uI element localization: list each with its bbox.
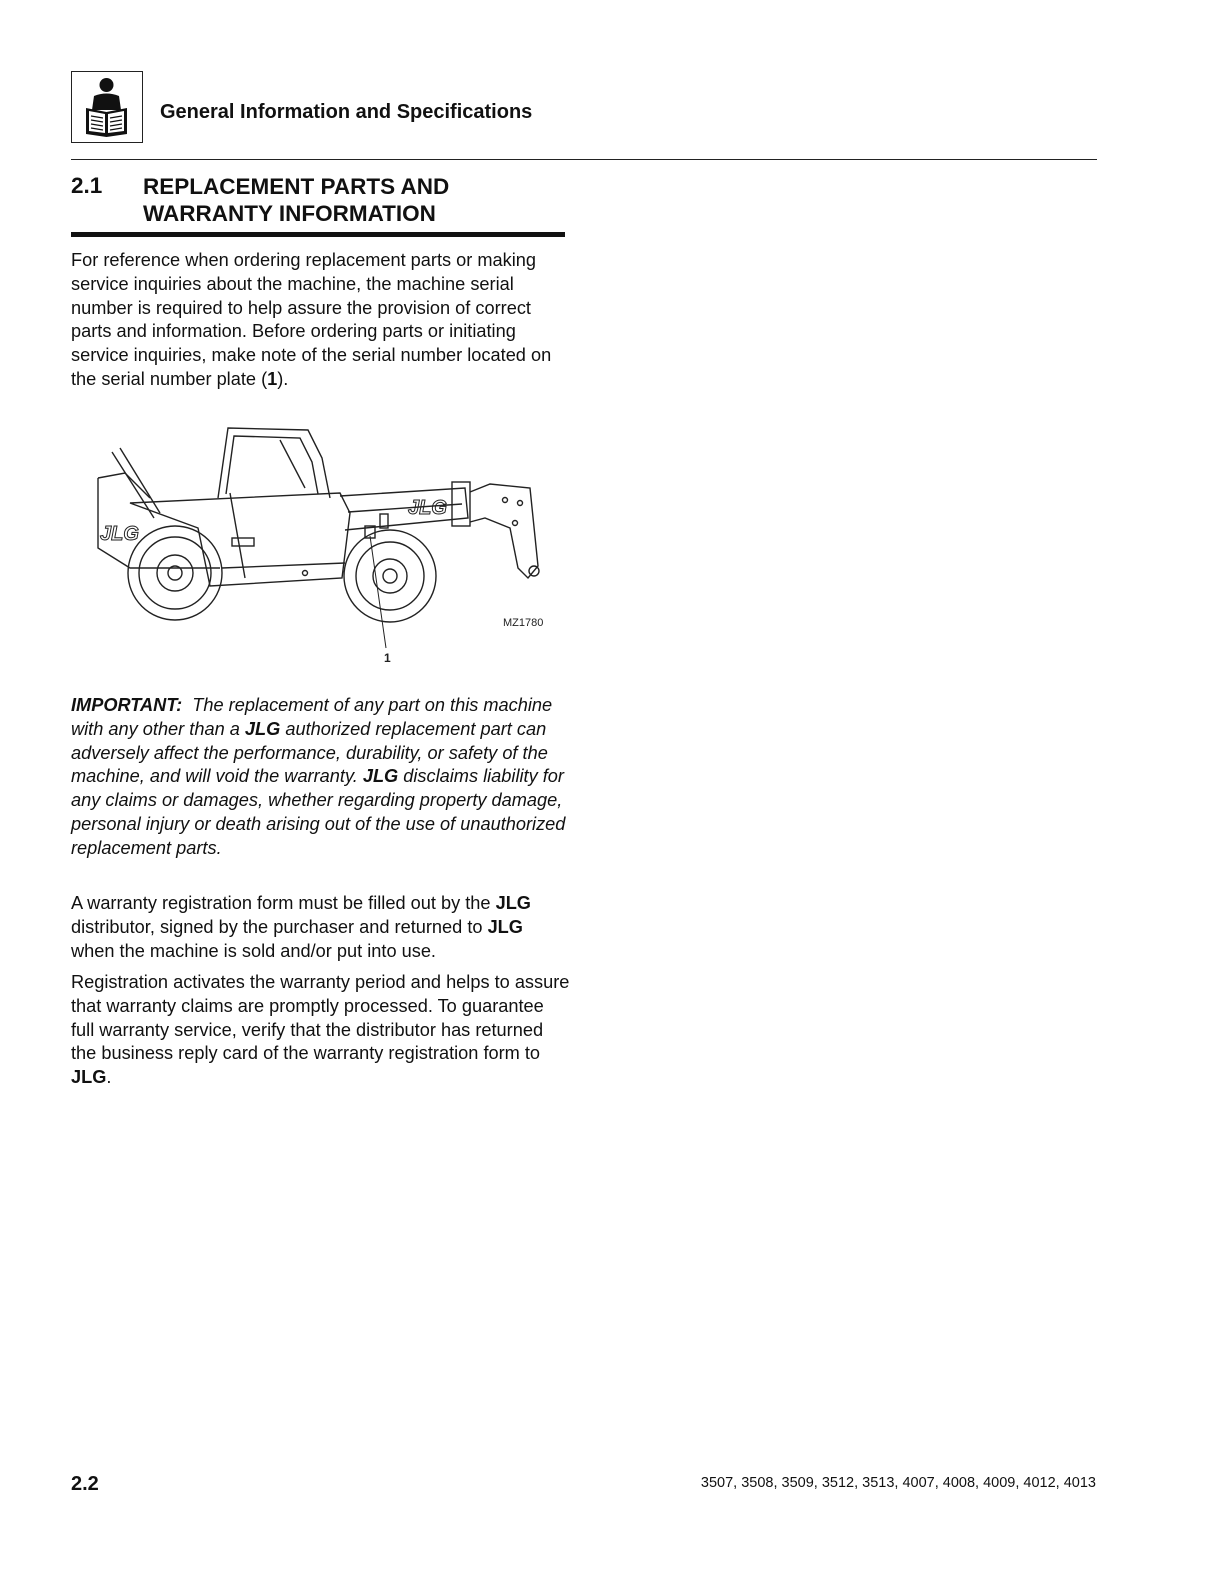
figure-code: MZ1780 xyxy=(503,617,544,629)
intro-end: ). xyxy=(277,368,289,389)
registration-text-3: when the machine is sold and/or put into use. xyxy=(71,940,436,961)
important-text-3: disclaims liability for any claims or damages, whether regarding property damage, personal injury or death arising out of the use of unauthorized replacement parts. xyxy=(71,766,566,858)
activation-end: . xyxy=(106,1067,112,1088)
important-notice xyxy=(71,694,571,861)
telehandler-figure xyxy=(90,418,560,673)
activation-brand: JLG xyxy=(71,1067,107,1088)
registration-brand-1: JLG xyxy=(495,893,531,913)
important-brand-2: JLG xyxy=(362,766,399,787)
header-divider xyxy=(71,159,1097,160)
registration-text-1: A warranty registration form must be filled out by the xyxy=(71,893,491,913)
header-title: General Information and Specifications xyxy=(160,101,533,123)
section-number: 2.1 xyxy=(71,173,103,198)
section-title-line1: REPLACEMENT PARTS AND xyxy=(143,174,450,199)
section-title-line2: WARRANTY INFORMATION xyxy=(143,201,436,226)
intro-paragraph xyxy=(71,249,571,392)
boom-logo: JLG xyxy=(408,497,447,519)
section-divider xyxy=(71,232,565,237)
telehandler-illustration xyxy=(90,418,560,673)
important-brand-1: JLG xyxy=(244,718,281,739)
figure-callout-number: 1 xyxy=(384,651,391,665)
activation-text: Registration activates the warranty period and helps to assure that warranty claims are promptly processed. To guarantee full warranty service, verify that the distributor has returned the business reply card of the warranty registration form to xyxy=(71,972,570,1064)
section-title xyxy=(143,173,563,227)
person-reading-book-icon xyxy=(72,72,141,141)
important-text-1: The replacement of any part on this machine with any other than a xyxy=(71,695,553,739)
activation-paragraph xyxy=(71,971,571,1090)
important-label: IMPORTANT: xyxy=(71,695,183,715)
page-number: 2.2 xyxy=(71,1473,99,1495)
registration-text-2: distributor, signed by the purchaser and returned to xyxy=(71,916,483,937)
important-text-2: authorized replacement part can adversely affect the performance, durability, or safety of the machine, and will void the warranty. xyxy=(71,718,548,787)
reader-manual-icon xyxy=(71,71,143,143)
intro-text: For reference when ordering replacement parts or making service inquiries about the machine, the machine serial number is required to help assure the provision of correct parts and information. Before ordering parts or initiating service inquiries, make note of the serial number located on the serial number plate ( xyxy=(71,250,552,389)
body-logo: JLG xyxy=(100,523,139,545)
registration-brand-2: JLG xyxy=(487,916,523,937)
intro-callout-ref: 1 xyxy=(267,368,278,389)
model-list: 3507, 3508, 3509, 3512, 3513, 4007, 4008, 4009, 4012, 4013 xyxy=(700,1475,1096,1491)
registration-paragraph xyxy=(71,892,571,963)
